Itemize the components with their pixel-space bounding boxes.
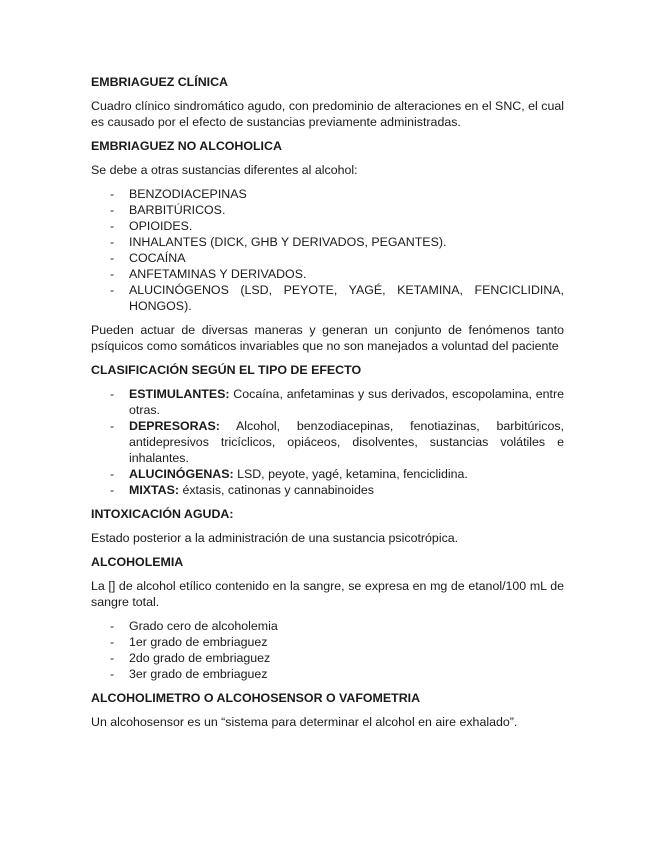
- list-item-depresoras: [91, 418, 564, 466]
- paragraph-definicion: Cuadro clínico sindromático agudo, con predominio de alteraciones en el SNC, el cual es causado por el efecto de sustancias previamente administradas.: [91, 99, 564, 129]
- term-description: Cocaína, anfetaminas y sus derivados, escopolamina, entre otras.: [129, 387, 564, 417]
- term-label: ESTIMULANTES:: [129, 387, 230, 401]
- term-label: DEPRESORAS:: [129, 419, 220, 433]
- term-description: éxtasis, catinonas y cannabinoides: [179, 483, 374, 497]
- heading-alcoholemia: ALCOHOLEMIA: [91, 555, 184, 569]
- list-item-estimulantes: [91, 386, 564, 418]
- paragraph-alcoholemia: La [] de alcohol etílico contenido en la sangre, se expresa en mg de etanol/100 mL de sangre total.: [91, 579, 564, 609]
- list-item-mixtas: [91, 482, 564, 498]
- heading-clasificacion: CLASIFICACIÓN SEGÚN EL TIPO DE EFECTO: [91, 363, 362, 377]
- term-label: ALUCINÓGENAS:: [129, 467, 234, 481]
- list-item: - ANFETAMINAS Y DERIVADOS.: [91, 266, 564, 282]
- list-item: - INHALANTES (DICK, GHB Y DERIVADOS, PEGANTES).: [91, 234, 564, 250]
- list-item: - 3er grado de embriaguez: [91, 666, 564, 682]
- list-item: - OPIOIDES.: [91, 218, 564, 234]
- list-item: - BENZODIACEPINAS: [91, 186, 564, 202]
- list-item: - Grado cero de alcoholemia: [91, 618, 564, 634]
- paragraph-intro-sustancias: Se debe a otras sustancias diferentes al alcohol:: [91, 163, 358, 177]
- heading-embriaguez-no-alcoholica: EMBRIAGUEZ NO ALCOHOLICA: [91, 139, 282, 153]
- list-clasificacion: [91, 386, 564, 498]
- term-description: LSD, peyote, yagé, ketamina, fenciclidina.: [233, 467, 468, 481]
- heading-alcoholimetro: ALCOHOLIMETRO O ALCOHOSENSOR O VAFOMETRIA: [91, 691, 421, 705]
- paragraph-alcohosensor: Un alcohosensor es un “sistema para determinar el alcohol en aire exhalado”.: [91, 715, 518, 729]
- list-item: - 2do grado de embriaguez: [91, 650, 564, 666]
- heading-embriaguez-clinica: EMBRIAGUEZ CLÍNICA: [91, 75, 228, 89]
- list-item: - COCAÍNA: [91, 250, 564, 266]
- list-item: - BARBITÚRICOS.: [91, 202, 564, 218]
- document-page: [91, 74, 564, 738]
- paragraph-intoxicacion: Estado posterior a la administración de una sustancia psicotrópica.: [91, 531, 459, 545]
- list-item: - 1er grado de embriaguez: [91, 634, 564, 650]
- paragraph-fenomenos: Pueden actuar de diversas maneras y generan un conjunto de fenómenos tanto psíquicos como somáticos invariables que no son manejados a voluntad del paciente: [91, 323, 564, 353]
- term-label: MIXTAS:: [129, 483, 180, 497]
- list-item: - ALUCINÓGENOS (LSD, PEYOTE, YAGÉ, KETAMINA, FENCICLIDINA, HONGOS).: [91, 282, 564, 314]
- heading-intoxicacion-aguda: INTOXICACIÓN AGUDA:: [91, 507, 234, 521]
- term-description: Alcohol, benzodiacepinas, fenotiazinas, barbitúricos, antidepresivos tricíclicos, opiáceos, disolventes, sustancias volátiles e inhalantes.: [129, 419, 564, 465]
- list-sustancias: [91, 186, 564, 314]
- list-item-alucinogenas: [91, 466, 564, 482]
- list-grados: [91, 618, 564, 682]
